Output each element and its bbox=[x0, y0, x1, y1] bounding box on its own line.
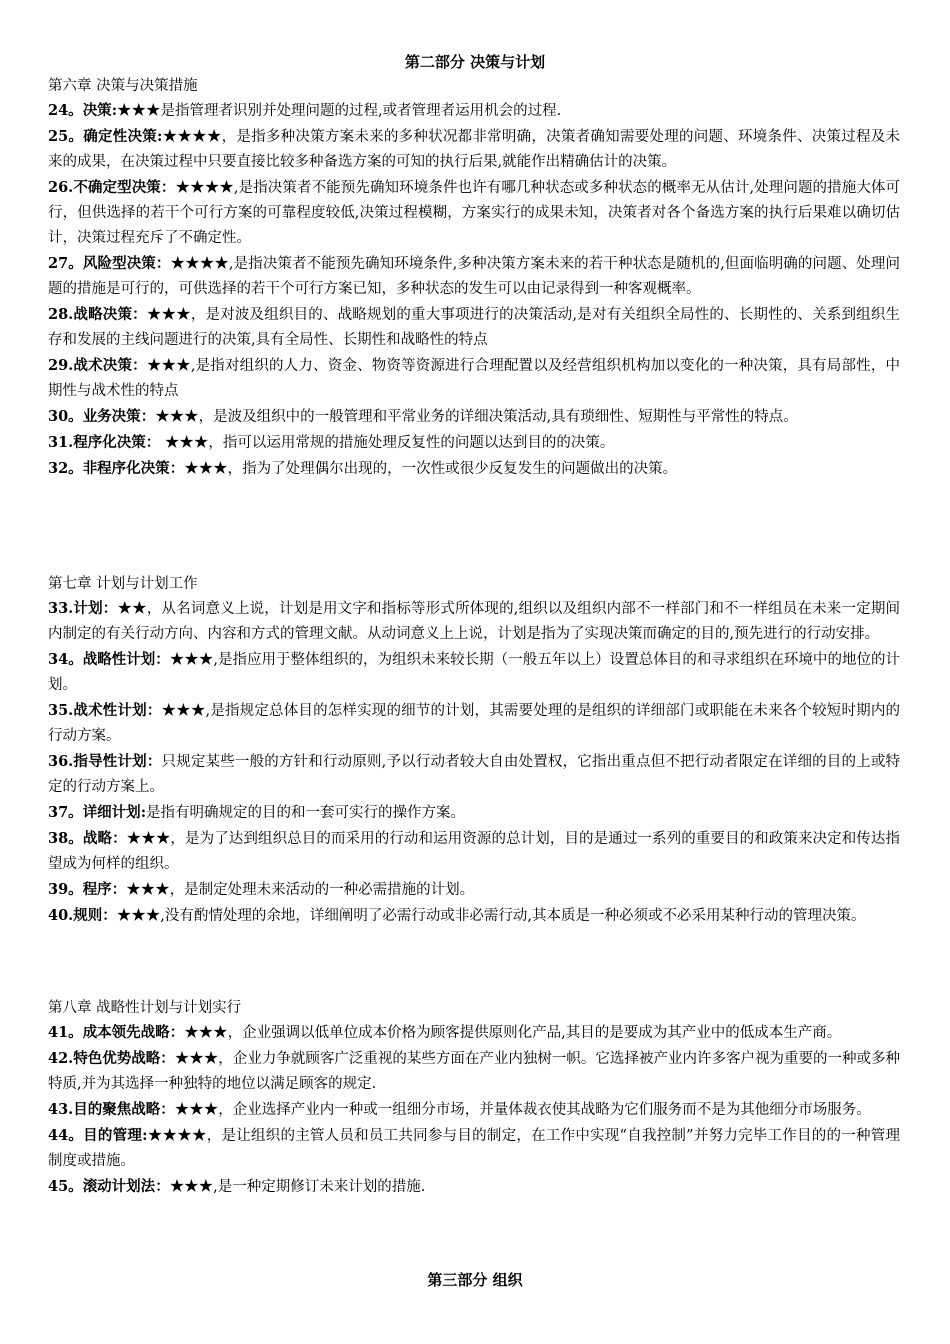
term-label: 风险型决策 bbox=[82, 255, 156, 272]
definition-text: ★★★，是对波及组织目的、战略规划的重大事项进行的决策活动,是对有关组织全局性的、长期性的、关系到组织生存和发展的主线问题进行的决策,具有全局性、长期性和战略性的特点 bbox=[48, 307, 901, 348]
definition-entry bbox=[48, 98, 900, 124]
chapter-six-entries bbox=[48, 98, 900, 482]
entry-number: 24。 bbox=[48, 102, 83, 119]
entry-number: 42. bbox=[48, 1050, 74, 1067]
definition-text: ★★★，是波及组织中的一般管理和平常业务的详细决策活动,具有琐细性、短期性与平常性的特点。 bbox=[155, 409, 798, 425]
definition-text: ★★★，是为了达到组织总目的而采用的行动和运用资源的总计划，目的是通过一系列的重要目的和政策来决定和传达指望成为何样的组织。 bbox=[48, 831, 900, 872]
chapter-six-title: 第六章 决策与决策措施 bbox=[48, 78, 198, 94]
definition-entry bbox=[48, 1123, 900, 1174]
chapter-seven-entries bbox=[48, 596, 900, 929]
entry-number: 36. bbox=[48, 753, 74, 770]
term-separator: ： bbox=[146, 702, 162, 719]
entry-number: 39。 bbox=[48, 881, 83, 898]
entry-number: 32。 bbox=[48, 460, 83, 477]
definition-entry bbox=[48, 596, 900, 647]
term-separator: : bbox=[140, 804, 147, 821]
term-separator: ： bbox=[155, 255, 171, 272]
term-label: 决策 bbox=[82, 102, 112, 119]
definition-text: ★★★★，是让组织的主管人员和员工共同参与目的制定，在工作中实现“自我控制”并努力完毕工作目的的一种管理制度或措施。 bbox=[48, 1128, 901, 1169]
term-label: 程序化决策 bbox=[73, 434, 146, 451]
definition-entry bbox=[48, 903, 900, 929]
part-two-title: 第二部分 决策与计划 bbox=[404, 53, 546, 71]
chapter-seven-title: 第七章 计划与计划工作 bbox=[48, 576, 198, 592]
definition-entry bbox=[48, 698, 900, 749]
definition-entry bbox=[48, 647, 900, 698]
definition-entry bbox=[48, 1097, 900, 1123]
definition-text: ★★★,是一种定期修订未来计划的措施. bbox=[169, 1179, 426, 1195]
term-label: 特色优势战略 bbox=[73, 1050, 161, 1067]
term-separator: ： bbox=[169, 1024, 185, 1041]
definition-entry bbox=[48, 251, 900, 302]
term-separator: ： bbox=[160, 1050, 175, 1067]
term-label: 确定性决策 bbox=[83, 128, 157, 145]
definition-text: ★★★,是指应用于整体组织的，为组织未来较长期（一般五年以上）设置总体目的和寻求组织在环境中的地位的计划。 bbox=[48, 652, 900, 693]
term-separator: : bbox=[142, 1127, 148, 1144]
definition-text: ★★★★,是指决策者不能预先确知环境条件也许有哪几种状态或多种状态的概率无从估计,处理问题的措施大体可行，但供选择的若干个可行方案的可靠程度较低,决策过程模糊，方案实行的成果未知，决策者对各个备选方案的执行后果难以确切估计，决策过程充斥了不确定性。 bbox=[48, 180, 901, 246]
entry-number: 45。 bbox=[48, 1178, 83, 1195]
definition-entry bbox=[48, 1046, 900, 1097]
term-separator: ： bbox=[102, 907, 117, 924]
term-separator: ： bbox=[160, 1101, 175, 1118]
definition-text: ★★★，企业选择产业内一种或一组细分市场，并量体裁衣使其战略为它们服务而不是为其他细分市场服务。 bbox=[174, 1102, 871, 1118]
term-separator: ： bbox=[102, 600, 118, 617]
definition-text: 是指有明确规定的目的和一套可实行的操作方案。 bbox=[146, 805, 466, 821]
term-separator: ： bbox=[145, 434, 161, 451]
definition-text: ★★★,没有酌情处理的余地，详细阐明了必需行动或非必需行动,其本质是一种必须或不必采用某种行动的管理决策。 bbox=[116, 908, 866, 924]
entry-number: 43. bbox=[48, 1101, 74, 1118]
term-label: 战略决策 bbox=[73, 306, 133, 323]
term-label: 目的管理 bbox=[83, 1127, 143, 1144]
entry-number: 29. bbox=[48, 357, 74, 374]
term-label: 滚动计划法 bbox=[82, 1178, 156, 1195]
definition-text: ★★★是指管理者识别并处理问题的过程,或者管理者运用机会的过程. bbox=[117, 103, 562, 119]
definition-entry bbox=[48, 800, 900, 826]
definition-entry bbox=[48, 749, 900, 800]
term-separator: ： bbox=[169, 460, 185, 477]
entry-number: 35. bbox=[48, 702, 74, 719]
definition-entry bbox=[48, 456, 900, 482]
term-separator: ： bbox=[155, 651, 170, 668]
term-label: 不确定型决策 bbox=[73, 179, 161, 196]
definition-entry bbox=[48, 124, 900, 175]
entry-number: 31. bbox=[48, 434, 74, 451]
entry-number: 40. bbox=[48, 907, 74, 924]
term-separator: ： bbox=[140, 408, 156, 425]
chapter-eight-title: 第八章 战略性计划与计划实行 bbox=[48, 1000, 242, 1016]
entry-number: 44。 bbox=[48, 1127, 84, 1144]
term-separator: ： bbox=[132, 306, 147, 323]
entry-number: 27。 bbox=[48, 255, 83, 272]
term-separator: ： bbox=[111, 881, 127, 898]
term-label: 战术性计划 bbox=[73, 702, 147, 719]
term-label: 非程序化决策 bbox=[82, 460, 170, 477]
definition-text: ★★★，企业强调以低单位成本价格为顾客提供原则化产品,其目的是要成为其产业中的低成本生产商。 bbox=[184, 1025, 842, 1041]
chapter-eight-entries bbox=[48, 1020, 900, 1200]
definition-entry bbox=[48, 404, 900, 430]
definition-entry bbox=[48, 353, 900, 404]
entry-number: 33. bbox=[48, 600, 74, 617]
term-label: 战略 bbox=[82, 830, 113, 847]
term-label: 成本领先战略 bbox=[82, 1024, 170, 1041]
term-label: 指导性计划 bbox=[73, 753, 147, 770]
entry-number: 38。 bbox=[48, 830, 83, 847]
definition-text: ★★★★,是指决策者不能预先确知环境条件,多种决策方案未来的若干种状态是随机的,但面临明确的问题、处理问题的措施是可行的，可供选择的若干个可行方案已知，多种状态的发生可以由记录得到一种客观概率。 bbox=[48, 256, 901, 297]
term-separator: ： bbox=[160, 179, 176, 196]
term-label: 计划 bbox=[73, 600, 103, 617]
term-separator: ： bbox=[155, 1178, 170, 1195]
definition-text: 只规定某些一般的方针和行动原则,予以行动者较大自由处置权，它指出重点但不把行动者限定在详细的目的上或特定的行动方案上。 bbox=[48, 754, 901, 795]
definition-text: ★★★，指为了处理偶尔出现的，一次性或很少反复发生的问题做出的决策。 bbox=[184, 461, 678, 477]
term-label: 目的聚焦战略 bbox=[73, 1101, 161, 1118]
definition-entry bbox=[48, 430, 900, 456]
entry-number: 41。 bbox=[48, 1024, 83, 1041]
entry-number: 28. bbox=[48, 306, 74, 323]
term-label: 程序 bbox=[82, 881, 112, 898]
definition-text: ★★★，企业力争就顾客广泛重视的某些方面在产业内独树一帜。它选择被产业内许多客户视为重要的一种或多种特质,并为其选择一种独特的地位以满足顾客的规定. bbox=[48, 1051, 901, 1092]
definition-entry bbox=[48, 877, 900, 903]
term-label: 规则 bbox=[73, 907, 103, 924]
definition-text: ★★★,是指对组织的人力、资金、物资等资源进行合理配置以及经营组织机构加以变化的一种决策，具有局部性，中期性与战术性的特点 bbox=[48, 358, 901, 399]
term-label: 战术决策 bbox=[73, 357, 133, 374]
term-separator: : bbox=[156, 128, 163, 145]
definition-entry bbox=[48, 302, 900, 353]
term-label: 详细计划 bbox=[82, 804, 141, 821]
term-separator: ： bbox=[132, 357, 147, 374]
definition-entry bbox=[48, 826, 900, 877]
part-three-title: 第三部分 组织 bbox=[427, 1271, 523, 1289]
entry-number: 25。 bbox=[48, 128, 84, 145]
entry-number: 37。 bbox=[48, 804, 83, 821]
definition-text: ★★★★，是指多种决策方案未来的多种状况都非常明确，决策者确知需要处理的问题、环境条件、决策过程及未来的成果，在决策过程中只要直接比较多种备选方案的可知的执行后果,就能作出精确估计的决策。 bbox=[48, 129, 901, 170]
definition-entry bbox=[48, 1020, 900, 1046]
definition-entry bbox=[48, 175, 900, 251]
term-label: 战略性计划 bbox=[82, 651, 156, 668]
definition-text: ★★，从名词意义上说，计划是用文字和指标等形式所体现的,组织以及组织内部不一样部门和不一样组员在未来一定期间内制定的有关行动方向、内容和方式的管理文献。从动词意义上上说，计划是指为了实现决策而确定的目的,预先进行的行动安排。 bbox=[48, 601, 901, 642]
term-separator: ： bbox=[112, 830, 127, 847]
definition-text: ★★★,是指规定总体目的怎样实现的细节的计划，其需要处理的是组织的详细部门或职能在未来各个较短时期内的行动方案。 bbox=[48, 703, 901, 744]
term-separator: : bbox=[111, 102, 118, 119]
definition-text: ★★★，是制定处理未来活动的一种必需措施的计划。 bbox=[126, 882, 475, 898]
term-label: 业务决策 bbox=[82, 408, 141, 425]
entry-number: 34。 bbox=[48, 651, 83, 668]
definition-entry bbox=[48, 1174, 900, 1200]
entry-number: 30。 bbox=[48, 408, 83, 425]
term-separator: ： bbox=[146, 753, 162, 770]
definition-text: ★★★，指可以运用常规的措施处理反复性的问题以达到目的的决策。 bbox=[160, 435, 615, 451]
entry-number: 26. bbox=[48, 179, 74, 196]
